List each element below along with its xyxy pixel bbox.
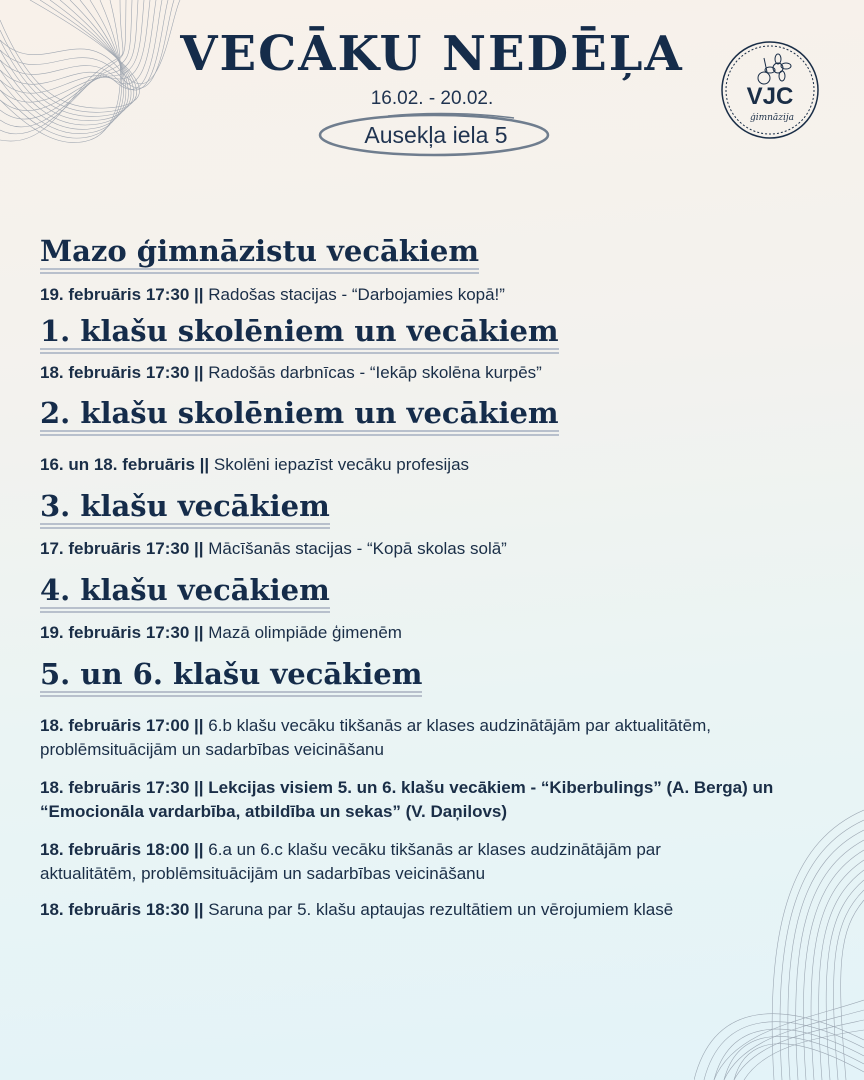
- event-when: 18. februāris 17:00 ||: [40, 716, 204, 735]
- event-what: Mazā olimpiāde ģimenēm: [203, 623, 402, 642]
- section-title-2-klases: 2. klašu skolēniem un vecākiem: [40, 396, 559, 436]
- svg-text:ģimnāzija: ģimnāzija: [749, 113, 795, 123]
- event-when: 17. februāris 17:30 ||: [40, 539, 204, 558]
- event-item: [40, 898, 840, 922]
- event-item: [40, 283, 505, 307]
- event-item: [40, 453, 469, 477]
- event-item: [40, 838, 760, 886]
- event-when: 19. februāris 17:30 ||: [40, 285, 204, 304]
- event-what: Radošās darbnīcas - “Iekāp skolēna kurpēs”: [203, 363, 542, 382]
- event-when: 18. februāris 17:30 ||: [40, 778, 204, 797]
- event-what: Radošas stacijas - “Darbojamies kopā!”: [203, 285, 505, 304]
- event-what: Skolēni iepazīst vecāku profesijas: [209, 455, 470, 474]
- event-what: Lekcijas visiem 5. un 6. klašu vecākiem - “Kiberbulings” (A. Berga) un “Emocionāla vardarbība, atbildība un sekas” (V. Daņilovs): [40, 778, 774, 821]
- section-title-3-klases: 3. klašu vecākiem: [40, 489, 330, 529]
- event-item: [40, 621, 402, 645]
- section-title-4-klases: 4. klašu vecākiem: [40, 573, 330, 613]
- event-what: Mācīšanās stacijas - “Kopā skolas solā”: [203, 539, 507, 558]
- event-item: [40, 776, 840, 824]
- date-range: 16.02. - 20.02.: [370, 88, 494, 109]
- event-when: 16. un 18. februāris ||: [40, 455, 210, 474]
- address-badge: [318, 110, 554, 158]
- address-text: Ausekļa iela 5: [364, 122, 508, 148]
- page-title: VECĀKU NEDĒĻA: [180, 26, 684, 82]
- event-item: [40, 537, 507, 561]
- event-item: [40, 361, 542, 385]
- school-logo-icon: [720, 40, 820, 140]
- event-what: 6.a un 6.c klašu vecāku tikšanās ar klases audzinātājām par aktualitātēm, problēmsituācijām un sadarbības veicināšanu: [40, 840, 661, 883]
- section-title-mazo-gimnazistu: Mazo ģimnāzistu vecākiem: [40, 234, 479, 274]
- event-item: [40, 714, 820, 762]
- event-what: Saruna par 5. klašu aptaujas rezultātiem un vērojumiem klasē: [203, 900, 674, 919]
- section-title-1-klases: 1. klašu skolēniem un vecākiem: [40, 314, 559, 354]
- event-when: 18. februāris 18:00 ||: [40, 840, 204, 859]
- event-what: 6.b klašu vecāku tikšanās ar klases audzinātājām par aktualitātēm, problēmsituācijām un sadarbības veicināšanu: [40, 716, 711, 759]
- section-title-5-6-klases: 5. un 6. klašu vecākiem: [40, 657, 422, 697]
- event-when: 19. februāris 17:30 ||: [40, 623, 204, 642]
- event-when: 18. februāris 17:30 ||: [40, 363, 204, 382]
- event-when: 18. februāris 18:30 ||: [40, 900, 204, 919]
- svg-text:VJC: VJC: [746, 83, 794, 110]
